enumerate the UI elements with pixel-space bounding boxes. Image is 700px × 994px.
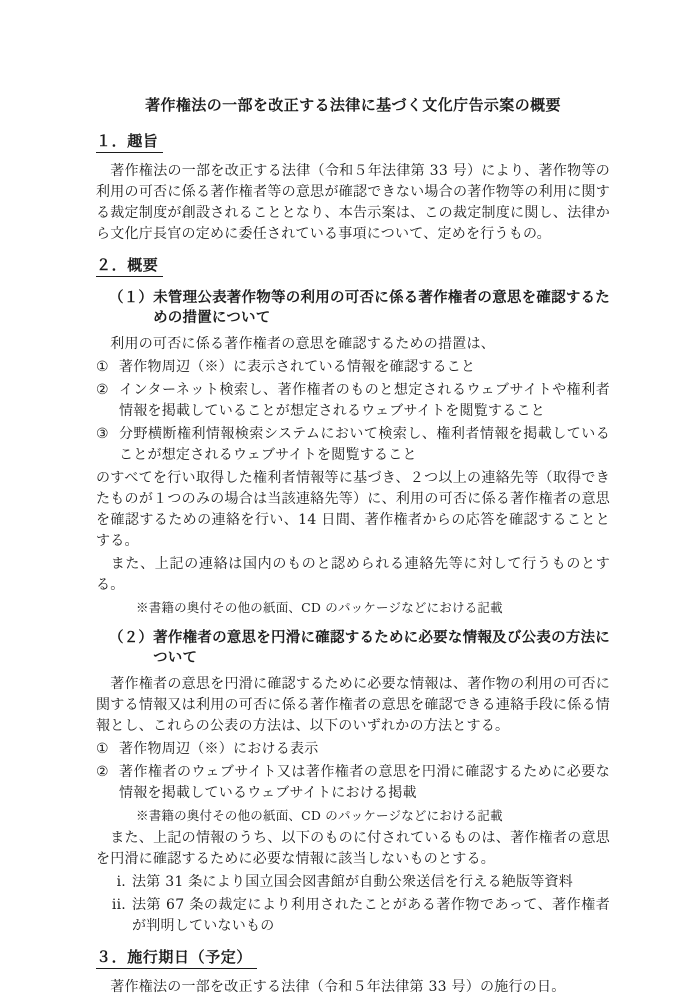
subsection-2-intro: 著作権者の意思を円滑に確認するために必要な情報は、著作物の利用の可否に関する情報又は利用の可否に係る著作権者の意思を確認できる連絡手段に係る情報とし、これらの公表の方法は、以下のいずれかの方法とする。 [96,676,610,734]
item-number: ① [96,741,109,757]
section-3-paragraph: 著作権法の一部を改正する法律（令和５年法律第 33 号）の施行の日。 [96,979,566,994]
subsection-1-heading-text: 未管理公表著作物等の利用の可否に係る著作権者の意思を確認するための措置について [153,290,610,326]
item-text: 著作物周辺（※）に表示されている情報を確認すること [119,359,476,375]
subsection-1-paragraph-2: また、上記の連絡は国内のものと認められる連絡先等に対して行うものとする。 [96,556,610,593]
item-text: 著作物周辺（※）における表示 [119,741,319,757]
footnote: ※書籍の奥付その他の紙面、CD のパッケージなどにおける記載 [136,808,503,823]
section-3-heading [96,946,610,969]
section-1-heading [96,130,610,153]
roman-list-item [102,872,610,893]
subsection-1-intro: 利用の可否に係る著作権者の意思を確認するための措置は、 [96,336,495,352]
footnote: ※書籍の奥付その他の紙面、CD のパッケージなどにおける記載 [136,600,503,615]
subsection-1-heading [109,288,610,328]
subsection-2-number: （２） [109,630,154,646]
roman-item-number: ii. [111,897,126,913]
subsection-2-heading [109,628,610,668]
subsection-1-paragraph: のすべてを行い取得した権利者情報等に基づき、２つ以上の連絡先等（取得できたものが１つのみの場合は当該連絡先等）に、利用の可否に係る著作権者の意思を確認するための連絡を行い、14 日間、著作権者からの応答を確認することとする。 [96,470,610,549]
section-1-heading-text: １．趣旨 [96,130,163,153]
list-item [96,762,610,804]
list-item [96,424,610,466]
item-number: ③ [96,426,109,442]
subsection-1-number: （１） [109,290,154,306]
item-number: ① [96,359,109,375]
roman-item-number: i. [116,874,126,890]
section-2-heading-text: ２．概要 [96,254,163,277]
item-number: ② [96,764,109,780]
section-3-heading-text: ３．施行期日（予定） [96,946,257,969]
roman-list-item [102,895,610,937]
subsection-2-paragraph: また、上記の情報のうち、以下のものに付されているものは、著作権者の意思を円滑に確認するために必要な情報に該当しないものとする。 [96,830,610,867]
roman-item-text: 法第 67 条の裁定により利用されたことがある著作物であって、著作権者が判明していないもの [132,897,610,934]
item-text: 著作権者のウェブサイト又は著作権者の意思を円滑に確認するために必要な情報を掲載しているウェブサイトにおける掲載 [119,764,610,801]
section-1-paragraph: 著作権法の一部を改正する法律（令和５年法律第 33 号）により、著作物等の利用の可否に係る著作権者等の意思が確認できない場合の著作物等の利用に関する裁定制度が創設されることとなり、本告示案は、この裁定制度に関し、法律から文化庁長官の定めに委任されている事項について、定めを行うもの。 [96,163,610,242]
section-2-heading [96,254,610,277]
item-number: ② [96,382,109,398]
list-item [96,380,610,422]
roman-item-text: 法第 31 条により国立国会図書館が自動公衆送信を行える絶版等資料 [132,874,573,890]
list-item [96,357,610,378]
subsection-2-heading-text: 著作権者の意思を円滑に確認するために必要な情報及び公表の方法について [153,630,610,666]
list-item [96,739,610,760]
document-title: 著作権法の一部を改正する法律に基づく文化庁告示案の概要 [145,96,561,114]
item-text: 分野横断権利情報検索システムにおいて検索し、権利者情報を掲載していることが想定されるウェブサイトを閲覧すること [119,426,610,463]
item-text: インターネット検索し、著作権者のものと想定されるウェブサイトや権利者情報を掲載していることが想定されるウェブサイトを閲覧すること [119,382,610,419]
